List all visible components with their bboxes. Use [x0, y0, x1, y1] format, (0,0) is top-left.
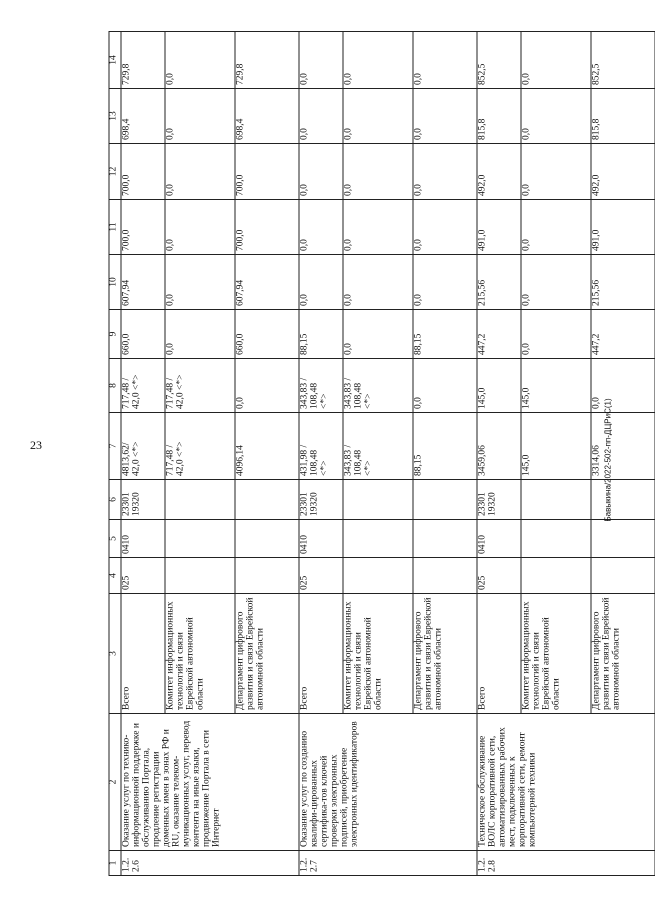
amount-cell: 492,0: [477, 144, 521, 200]
amount-cell: 0,0: [165, 89, 235, 144]
amount-cell: 0,0: [343, 200, 413, 255]
amount-cell: 698,4: [235, 89, 299, 144]
executor-cell: Всего: [121, 594, 165, 714]
amount-cell: 447,2: [477, 310, 521, 359]
executor-cell: Комитет информационных технологий и связи Еврейской автономной области: [165, 594, 235, 714]
amount-cell: 0,0: [299, 32, 343, 89]
header-cell: 6: [109, 480, 121, 520]
executor-cell: Всего: [299, 594, 343, 714]
code-cell: [521, 480, 591, 520]
amount-cell: 700,0: [235, 144, 299, 200]
executor-cell: Всего: [477, 594, 521, 714]
amount-cell: 0,0: [343, 144, 413, 200]
row-number-cell: 1.2. 2.7: [299, 851, 477, 876]
code-cell: [165, 520, 235, 558]
amount-cell: 3314,06: [591, 413, 655, 480]
header-cell: 4: [109, 558, 121, 594]
code-cell: [413, 520, 477, 558]
amount-cell: 717,48 / 42,0 <*>: [165, 359, 235, 413]
amount-cell: 0,0: [299, 89, 343, 144]
executor-cell: Комитет информационных технологий и связи Еврейской автономной области: [521, 594, 591, 714]
table-row: [121, 32, 165, 876]
table-row: [299, 32, 343, 876]
event-name-cell: Техническое обслуживание ВОЛС корпоративной сети, автоматизированных рабочих мест, подключенных к корпоративной сети, ремонт компьютерной техники: [477, 714, 655, 851]
code-cell: 0410: [477, 520, 521, 558]
code-cell: [235, 480, 299, 520]
amount-cell: 343,83 / 108,48 <*>: [343, 413, 413, 480]
executor-cell: Департамент цифрового развития и связи Еврейской автономной области: [413, 594, 477, 714]
amount-cell: 0,0: [521, 89, 591, 144]
amount-cell: 0,0: [413, 200, 477, 255]
amount-cell: 717,48 / 42,0 <*>: [121, 359, 165, 413]
code-cell: 23301 19320: [477, 480, 521, 520]
amount-cell: 0,0: [521, 144, 591, 200]
code-cell: 025: [477, 558, 521, 594]
amount-cell: 0,0: [521, 310, 591, 359]
code-cell: [235, 520, 299, 558]
code-cell: 0410: [299, 520, 343, 558]
amount-cell: 0,0: [521, 255, 591, 310]
amount-cell: 0,0: [165, 32, 235, 89]
code-cell: 0410: [121, 520, 165, 558]
amount-cell: 815,8: [591, 89, 655, 144]
code-cell: 025: [121, 558, 165, 594]
amount-cell: 0,0: [165, 144, 235, 200]
side-stamp: [596, 180, 620, 740]
amount-cell: 88,15: [299, 310, 343, 359]
amount-cell: 0,0: [235, 359, 299, 413]
amount-cell: 0,0: [413, 359, 477, 413]
table-row: [477, 32, 521, 876]
amount-cell: 3459,06: [477, 413, 521, 480]
amount-cell: 431,98 / 108,48 <*>: [299, 413, 343, 480]
header-cell: 8: [109, 359, 121, 413]
header-cell: 2: [109, 714, 121, 851]
amount-cell: 852,5: [591, 32, 655, 89]
amount-cell: 0,0: [343, 89, 413, 144]
amount-cell: 717,48 / 42,0 <*>: [165, 413, 235, 480]
amount-cell: 0,0: [299, 144, 343, 200]
event-name-cell: Оказание услуг по созданию квалифи-цированных сертифика-тов ключей проверки электронных подписей, приобретение электронных идентификаторов: [299, 714, 477, 851]
amount-cell: 0,0: [343, 32, 413, 89]
code-cell: [521, 558, 591, 594]
amount-cell: 145,0: [521, 413, 591, 480]
amount-cell: 852,5: [477, 32, 521, 89]
amount-cell: 700,0: [121, 200, 165, 255]
amount-cell: 729,8: [121, 32, 165, 89]
amount-cell: 491,0: [591, 200, 655, 255]
amount-cell: 0,0: [165, 310, 235, 359]
amount-cell: 88,15: [413, 413, 477, 480]
header-cell: 7: [109, 413, 121, 480]
header-cell: 3: [109, 594, 121, 714]
budget-table: [108, 31, 655, 876]
code-cell: [343, 558, 413, 594]
header-cell: 9: [109, 310, 121, 359]
amount-cell: 815,8: [477, 89, 521, 144]
amount-cell: 660,0: [235, 310, 299, 359]
amount-cell: 88,15: [413, 310, 477, 359]
amount-cell: 0,0: [165, 200, 235, 255]
amount-cell: 607,94: [121, 255, 165, 310]
header-cell: 10: [109, 255, 121, 310]
amount-cell: 0,0: [299, 255, 343, 310]
amount-cell: 700,0: [121, 144, 165, 200]
amount-cell: 0,0: [299, 200, 343, 255]
amount-cell: 447,2: [591, 310, 655, 359]
code-cell: [343, 520, 413, 558]
header-row: [109, 32, 121, 876]
table-body: [109, 32, 655, 876]
row-number-cell: 1.2. 2.8: [477, 851, 655, 876]
amount-cell: 607,94: [235, 255, 299, 310]
amount-cell: 492,0: [591, 144, 655, 200]
amount-cell: 491,0: [477, 200, 521, 255]
amount-cell: 215,56: [477, 255, 521, 310]
header-cell: 11: [109, 200, 121, 255]
header-cell: 14: [109, 32, 121, 89]
amount-cell: 215,56: [591, 255, 655, 310]
code-cell: [343, 480, 413, 520]
page-number: 23: [30, 438, 42, 452]
executor-cell: Департамент цифрового развития и связи Еврейской автономной области: [235, 594, 299, 714]
amount-cell: 0,0: [521, 200, 591, 255]
code-cell: 025: [299, 558, 343, 594]
amount-cell: 0,0: [413, 255, 477, 310]
code-cell: [413, 480, 477, 520]
event-name-cell: Оказание услуг по технико-информационной поддержке и обслуживанию Портала, продление регистрации доменных имен в зонах РФ и RU, оказание телеком-муникационных услуг, перевод контента на иные языки, продвижение Портала в сети Интернет: [121, 714, 299, 851]
amount-cell: 0,0: [413, 144, 477, 200]
side-stamp-text: Бавыкина/2022-502-пп-ДЦРиС(1): [603, 398, 613, 522]
amount-cell: 0,0: [591, 359, 655, 413]
amount-cell: 0,0: [343, 310, 413, 359]
header-cell: 13: [109, 89, 121, 144]
executor-cell: Департамент цифрового развития и связи Еврейской автономной области: [591, 594, 655, 714]
amount-cell: 698,4: [121, 89, 165, 144]
code-cell: [413, 558, 477, 594]
code-cell: [165, 480, 235, 520]
row-number-cell: 1.2. 2.6: [121, 851, 299, 876]
code-cell: 23301 19320: [121, 480, 165, 520]
amount-cell: 343,83 / 108,48 <*>: [299, 359, 343, 413]
amount-cell: 0,0: [343, 255, 413, 310]
code-cell: [235, 558, 299, 594]
executor-cell: Комитет информационных технологий и связи Еврейской автономной области: [343, 594, 413, 714]
amount-cell: 660,0: [121, 310, 165, 359]
header-cell: 1: [109, 851, 121, 876]
code-cell: [521, 520, 591, 558]
header-cell: 12: [109, 144, 121, 200]
amount-cell: 343,83 / 108,48 <*>: [343, 359, 413, 413]
amount-cell: 4096,14: [235, 413, 299, 480]
amount-cell: 700,0: [235, 200, 299, 255]
amount-cell: 4813,62/ 42,0 <*>: [121, 413, 165, 480]
amount-cell: 145,0: [521, 359, 591, 413]
amount-cell: 0,0: [413, 89, 477, 144]
code-cell: 23301 19320: [299, 480, 343, 520]
code-cell: [165, 558, 235, 594]
amount-cell: 145,0: [477, 359, 521, 413]
amount-cell: 0,0: [413, 32, 477, 89]
header-cell: 5: [109, 520, 121, 558]
amount-cell: 0,0: [165, 255, 235, 310]
amount-cell: 729,8: [235, 32, 299, 89]
amount-cell: 0,0: [521, 32, 591, 89]
